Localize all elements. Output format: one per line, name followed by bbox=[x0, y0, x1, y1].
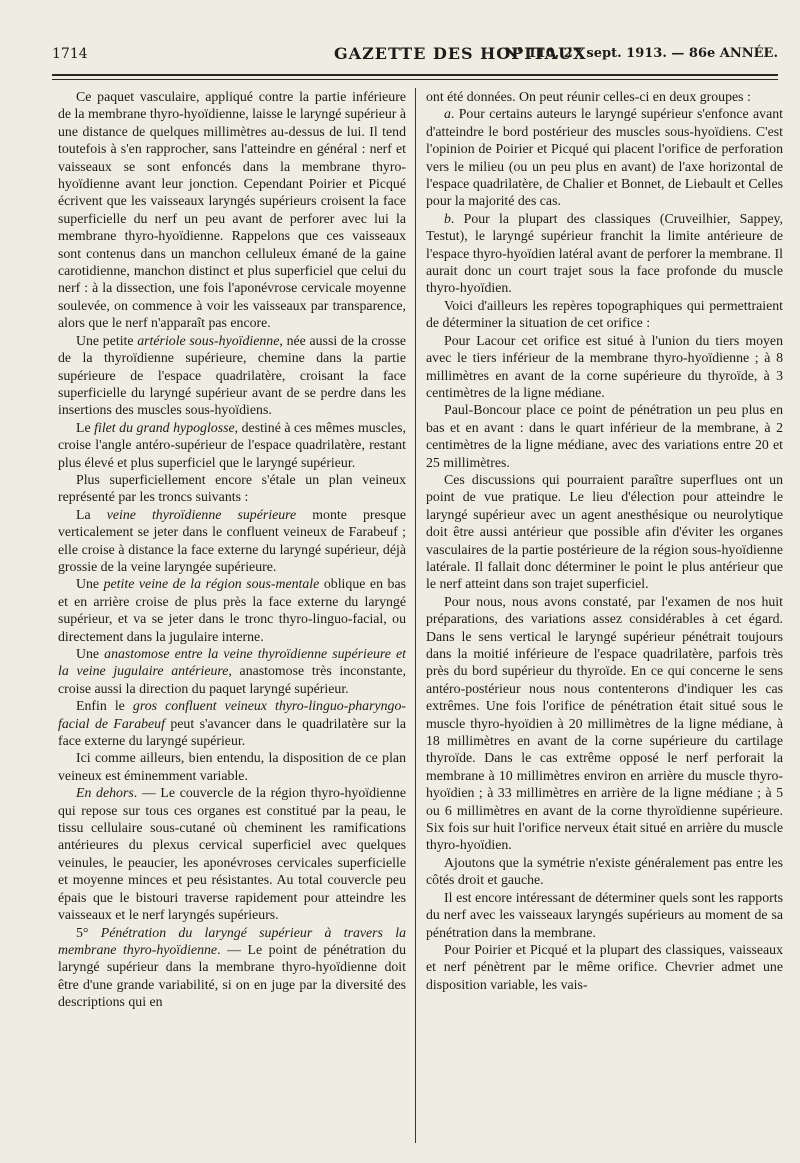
text-run: Pour Poirier et Picqué et la plupart des classiques, vaisseaux et nerf pénètrent par le même orifice. Chevrier admet une disposition variable, les vais- bbox=[426, 941, 783, 992]
text-run: Ajoutons que la symétrie n'existe généralement pas entre les côtés droit et gauche. bbox=[426, 854, 783, 888]
paragraph bbox=[58, 506, 406, 576]
paragraph bbox=[58, 88, 406, 332]
issue-info: N° 110, 27 sept. 1913. — 86e ANNÉE. bbox=[504, 46, 778, 61]
paragraph bbox=[58, 784, 406, 923]
paragraph bbox=[426, 297, 783, 332]
header-rule-thin bbox=[52, 79, 778, 80]
text-run: , anastomose très inconstante, croise aussi la direction du paquet laryngé supérieur. bbox=[58, 663, 406, 696]
journal-title: GAZETTE DES HOPITAUX bbox=[334, 44, 587, 63]
text-run: . — Le point de pénétration du laryngé supérieur dans la membrane thyro-hyoïdienne doit être d'une grande variabilité, si on en juge par la diversité des descriptions qui en bbox=[58, 941, 407, 1010]
left-column bbox=[58, 88, 406, 1143]
text-run: oblique en bas et en arrière croise de plus près la face externe du laryngé supérieur, et va se jeter dans le tronc thyro-linguo-facial, ou directement dans la jugulaire interne. bbox=[58, 576, 406, 644]
italic-text: a bbox=[444, 106, 451, 122]
italic-text: En dehors bbox=[76, 785, 134, 801]
paragraph bbox=[426, 332, 783, 402]
text-run: peut s'avancer dans le quadrilatère sur la face externe du laryngé supérieur. bbox=[58, 715, 406, 749]
text-run: Ici comme ailleurs, bien entendu, la disposition de ce plan veineux est éminemment variable. bbox=[58, 750, 406, 783]
text-run: Plus superficiellement encore s'étale un plan veineux représenté par les troncs suivants : bbox=[58, 471, 406, 505]
paragraph bbox=[426, 471, 783, 593]
text-run: Voici d'ailleurs les repères topographiques qui permettraient de déterminer la situation de cet orifice : bbox=[426, 297, 783, 331]
paragraph bbox=[58, 471, 406, 506]
running-header bbox=[52, 42, 778, 70]
text-run: ont été données. On peut réunir celles-ci en deux groupes : bbox=[426, 89, 751, 104]
text-run: Ces discussions qui pourraient paraître superflues ont un point de vue pratique. Le lieu d'élection pour atteindre le laryngé supérieur avec un agent anesthésique ou neurolytique doit être aussi antérieur que possible afin d'éviter les organes vasculaires de la partie postérieure de la région sous-hyoïdienne latérale. Il fallait donc déterminer le point le plus antérieur que le nerf atteint dans son trajet superficiel. bbox=[426, 471, 783, 592]
paragraph bbox=[426, 854, 783, 889]
italic-text: anastomose entre la veine thyroïdienne supérieure et la veine jugulaire antérieure bbox=[58, 646, 406, 679]
italic-text: veine thyroïdienne supérieure bbox=[106, 506, 297, 522]
italic-text: petite veine de la région sous-mentale bbox=[103, 576, 320, 592]
paragraph bbox=[58, 332, 406, 419]
paragraph bbox=[58, 749, 406, 784]
text-run: . Pour la plupart des classiques (Cruveilhier, Sappey, Testut), le laryngé supérieur franchit la limite antérieure de l'espace thyro-hyoïdien latéral avant de perforer la membrane. Il aurait donc un court trajet sous la face profonde du muscle thyro-hyoïdien. bbox=[426, 210, 783, 296]
paragraph bbox=[426, 889, 783, 941]
text-run: Ce paquet vasculaire, appliqué contre la partie inférieure de la membrane thyro-hyoïdienne, laisse le laryngé supérieur à une distance de quelques millimètres au-dessus de lui. Il tend toutefois à s'en rapprocher, sans l'atteindre en général : nerf et vaisseaux se sont enfoncés dans la membrane thyro-hyoïdienne avant leur jonction. Cependant Poirier et Picqué écrivent que les vaisseaux laryngés supérieurs croisent la face superficielle du nerf un peu avant de perforer avec lui la membrane thyro-hyoïdienne. Rappelons que ces vaisseaux sont contenus dans un manchon celluleux émané de la gaine carotidienne, manchon distinct et plus superficiel que celui du nerf : à la dissection, une fois l'aponévrose cervicale moyenne soulevée, on commence à voir les vaisseaux par transparence, alors que le nerf n'apparaît pas encore. bbox=[58, 89, 406, 331]
right-column bbox=[426, 88, 783, 1143]
paragraph bbox=[426, 941, 783, 993]
text-run: Pour nous, nous avons constaté, par l'examen de nos huit préparations, des variations assez considérables à cet égard. Dans le sens vertical le laryngé supérieur pénétrait toujours dans la moitié inférieure de l'espace quadrilatère, parfois très près du bord supérieur du thyroïde. En ce qui concerne le sens antéro-postérieur nous nous contenterons d'indiquer les cas extrêmes. Une fois l'orifice de pénétration était situé sous le muscle thyro-hyoïdien à 20 millimètres de la ligne médiane, à 18 millimètres en avant de la corne supérieure du cartilage thyroïde. Dans le cas extrême opposé le nerf perforait la membrane à 10 millimètres environ en arrière du muscle thyro-hyoïdien ; à 33 millimètres en arrière de la ligne médiane ; à 5 ou 6 millimètres en avant de la corne thyroïdienne supérieure. Six fois sur huit l'orifice nerveux était situé en arrière du muscle thyro-hyoïdien. bbox=[426, 593, 783, 853]
text-run: . Pour certains auteurs le laryngé supérieur s'enfonce avant d'atteindre le bord postérieur des muscles sous-hyoïdiens. C'est l'opinion de Poirier et Picqué qui placent l'orifice de perforation vers le milieu (ou un peu plus en avant) de l'axe horizontal de l'espace quadrilatère, de Chalier et Bonnet, de Liebault et Celles pour la majorité des cas. bbox=[426, 106, 783, 209]
text-run: Il est encore intéressant de déterminer quels sont les rapports du nerf avec les vaisseaux laryngés supérieurs au moment de sa pénétration dans la membrane. bbox=[426, 889, 783, 940]
paragraph bbox=[58, 697, 406, 749]
header-rule bbox=[52, 74, 778, 76]
page-number: 1714 bbox=[52, 46, 88, 62]
paragraph bbox=[58, 645, 406, 697]
italic-text: b bbox=[444, 210, 451, 226]
text-run: Une bbox=[76, 576, 104, 592]
text-run: monte presque verticalement se jeter dans le confluent veineux de Farabeuf ; elle croise à distance la face externe du laryngé supérieur, déjà grossie de la veine laryngée supérieure. bbox=[58, 506, 407, 574]
paragraph bbox=[426, 105, 783, 209]
paragraph bbox=[426, 593, 783, 854]
paragraph bbox=[426, 88, 783, 105]
paragraph bbox=[58, 575, 406, 645]
paragraph bbox=[426, 401, 783, 471]
text-run: 5° bbox=[76, 924, 101, 940]
italic-text: artériole sous-hyoïdienne bbox=[137, 332, 280, 348]
text-run: Paul-Boncour place ce point de pénétration un peu plus en bas et en avant : dans le quart inférieur de la membrane, à 2 centimètres de la ligne médiane, avec des variations entre 20 et 25 millimètres. bbox=[426, 402, 783, 470]
italic-text: gros confluent veineux thyro-linguo-pharyngo-facial de Farabeuf bbox=[58, 698, 406, 731]
paragraph bbox=[58, 924, 406, 1011]
column-divider bbox=[415, 88, 416, 1143]
text-run: . — Le couvercle de la région thyro-hyoïdienne qui repose sur tous ces organes est constitué par la peau, le tissu cellulaire sous-cutané où cheminent les ramifications antérieures du plexus cervical superficiel avec quelques veinules, le peaucier, les aponévroses cervicales superficielle et moyenne minces et peu résistantes. Au total couvercle peu épais que le bistouri traverse rapidement pour atteindre les vaisseaux et le nerf laryngés supérieurs. bbox=[58, 785, 406, 923]
text-run: La bbox=[76, 506, 107, 522]
text-run: , destiné à ces mêmes muscles, croise l'angle antéro-supérieur de l'espace quadrilatère, restant plus élevé et plus superficiel que le laryngé supérieur. bbox=[58, 419, 407, 470]
text-run: Le bbox=[76, 419, 95, 435]
text-run: , née aussi de la crosse de la thyroïdienne supérieure, chemine dans la partie supérieure de l'espace quadrilatère, croisant la face superficielle du laryngé supérieur avant de se perdre dans les insertions des muscles sous-hyoïdiens. bbox=[58, 332, 406, 418]
text-run: Une bbox=[76, 646, 105, 661]
italic-text: filet du grand hypoglosse bbox=[94, 419, 235, 435]
text-run: Une petite bbox=[76, 332, 138, 348]
text-run: Pour Lacour cet orifice est situé à l'union du tiers moyen avec le tiers inférieur de la membrane thyro-hyoïdienne ; à 8 millimètres en avant de la corne supérieure du thyroïde, à 3 centimètres de la ligne médiane. bbox=[426, 332, 783, 400]
paragraph bbox=[58, 419, 406, 471]
italic-text: Pénétration du laryngé supérieur à travers la membrane thyro-hyoïdienne bbox=[58, 924, 407, 957]
paragraph bbox=[426, 210, 783, 297]
text-run: Enfin le bbox=[76, 698, 133, 714]
